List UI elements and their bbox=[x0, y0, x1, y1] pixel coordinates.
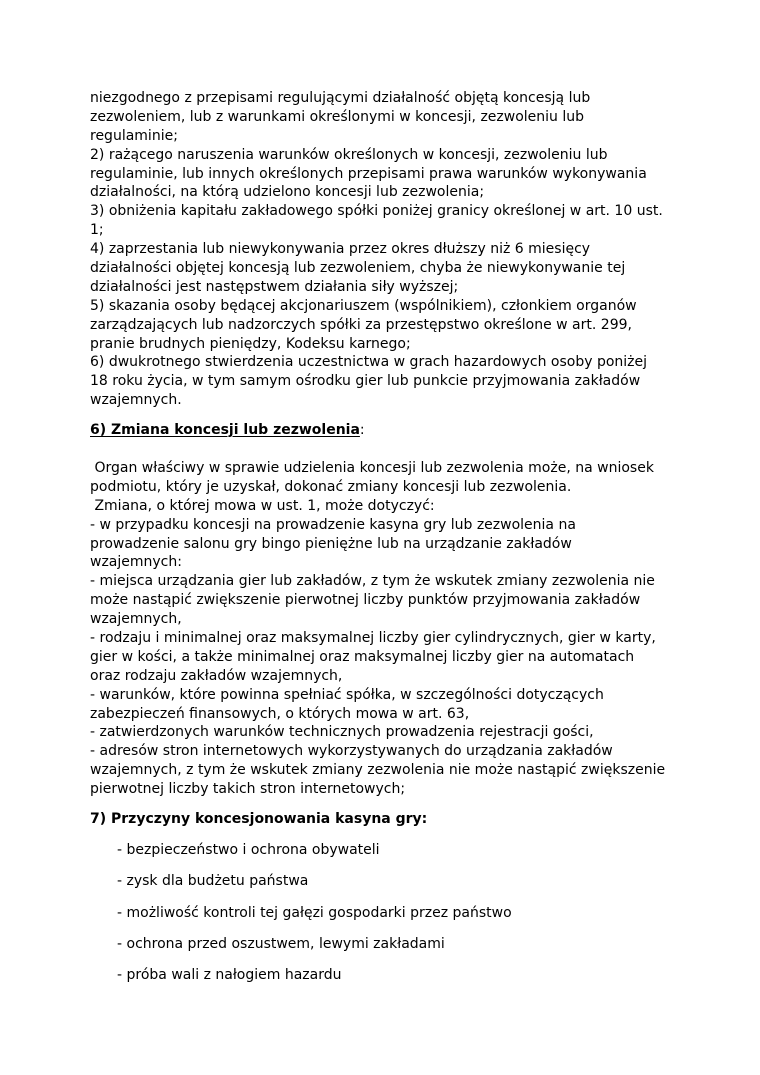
text-line: zezwoleniem, lub z warunkami określonymi w koncesji, zezwoleniu lub bbox=[90, 108, 585, 125]
text-line: 4) zaprzestania lub niewykonywania przez okres dłuższy niż 6 miesięcy bbox=[90, 241, 591, 258]
text-line: oraz rodzaju zakładów wzajemnych, bbox=[90, 667, 343, 684]
section-7-heading: 7) Przyczyny koncesjonowania kasyna gry: bbox=[90, 811, 428, 827]
text-line: 2) rażącego naruszenia warunków określonych w koncesji, zezwoleniu lub bbox=[90, 146, 608, 163]
text-line: - rodzaju i minimalnej oraz maksymalnej liczby gier cylindrycznych, gier w karty, bbox=[90, 630, 656, 647]
text-line: gier w kości, a także minimalnej oraz maksymalnej liczby gier na automatach bbox=[90, 648, 635, 665]
section-6-heading-text: 6) Zmiana koncesji lub zezwolenia bbox=[90, 422, 360, 438]
text-line: zarządzających lub nadzorczych spółki za przestępstwo określone w art. 299, bbox=[90, 316, 632, 333]
text-line: - zatwierdzonych warunków technicznych prowadzenia rejestracji gości, bbox=[90, 724, 594, 741]
list-item: - ochrona przed oszustwem, lewymi zakładami bbox=[117, 936, 445, 952]
text-line: zabezpieczeń finansowych, o których mowa w art. 63, bbox=[90, 705, 470, 722]
section-6-heading-colon: : bbox=[359, 422, 365, 438]
text-line: - warunków, które powinna spełniać spółka, w szczególności dotyczących bbox=[90, 686, 604, 703]
text-line: 6) dwukrotnego stwierdzenia uczestnictwa w grach hazardowych osoby poniżej bbox=[90, 354, 648, 371]
text-line: pierwotnej liczby takich stron internetowych; bbox=[90, 781, 406, 798]
list-item: - możliwość kontroli tej gałęzi gospodarki przez państwo bbox=[117, 905, 512, 921]
text-line: Organ właściwy w sprawie udzielenia koncesji lub zezwolenia może, na wniosek bbox=[90, 460, 654, 476]
section-6-body bbox=[90, 459, 690, 799]
text-line: niezgodnego z przepisami regulującymi działalność objętą koncesją lub bbox=[90, 90, 591, 106]
text-line: działalności, na którą udzielono koncesji lub zezwolenia; bbox=[90, 184, 485, 201]
text-line: 5) skazania osoby będącej akcjonariuszem (wspólnikiem), członkiem organów bbox=[90, 297, 637, 314]
text-line: prowadzenie salonu gry bingo pieniężne lub na urządzanie zakładów bbox=[90, 535, 572, 552]
text-line: działalności objętej koncesją lub zezwoleniem, chyba że niewykonywanie tej bbox=[90, 260, 626, 277]
text-line: pranie brudnych pieniędzy, Kodeksu karnego; bbox=[90, 335, 411, 352]
section-5-continuation bbox=[90, 89, 690, 410]
text-line: regulaminie, lub innych określonych przepisami prawa warunków wykonywania bbox=[90, 165, 647, 182]
text-line: 3) obniżenia kapitału zakładowego spółki poniżej granicy określonej w art. 10 ust. bbox=[90, 203, 663, 220]
list-item: - próba wali z nałogiem hazardu bbox=[117, 967, 342, 983]
text-line: podmiotu, który je uzyskał, dokonać zmiany koncesji lub zezwolenia. bbox=[90, 478, 572, 495]
text-line: - w przypadku koncesji na prowadzenie kasyna gry lub zezwolenia na bbox=[90, 516, 576, 533]
text-line: - miejsca urządzania gier lub zakładów, z tym że wskutek zmiany zezwolenia nie bbox=[90, 573, 655, 590]
list-item: - zysk dla budżetu państwa bbox=[117, 873, 309, 889]
text-line: Zmiana, o której mowa w ust. 1, może dotyczyć: bbox=[90, 497, 435, 514]
text-line: regulaminie; bbox=[90, 127, 178, 144]
text-line: może nastąpić zwiększenie pierwotnej liczby punktów przyjmowania zakładów bbox=[90, 592, 641, 609]
text-line: 18 roku życia, w tym samym ośrodku gier lub punkcie przyjmowania zakładów bbox=[90, 373, 641, 390]
text-line: - adresów stron internetowych wykorzystywanych do urządzania zakładów bbox=[90, 743, 613, 760]
text-line: 1; bbox=[90, 222, 104, 239]
list-item: - bezpieczeństwo i ochrona obywateli bbox=[117, 842, 380, 858]
text-line: wzajemnych, bbox=[90, 611, 182, 628]
text-line: wzajemnych. bbox=[90, 392, 182, 409]
section-6-heading bbox=[90, 420, 690, 440]
text-line: wzajemnych: bbox=[90, 554, 182, 571]
text-line: działalności jest następstwem działania siły wyższej; bbox=[90, 278, 459, 295]
text-line: wzajemnych, z tym że wskutek zmiany zezwolenia nie może nastąpić zwiększenie bbox=[90, 762, 666, 779]
